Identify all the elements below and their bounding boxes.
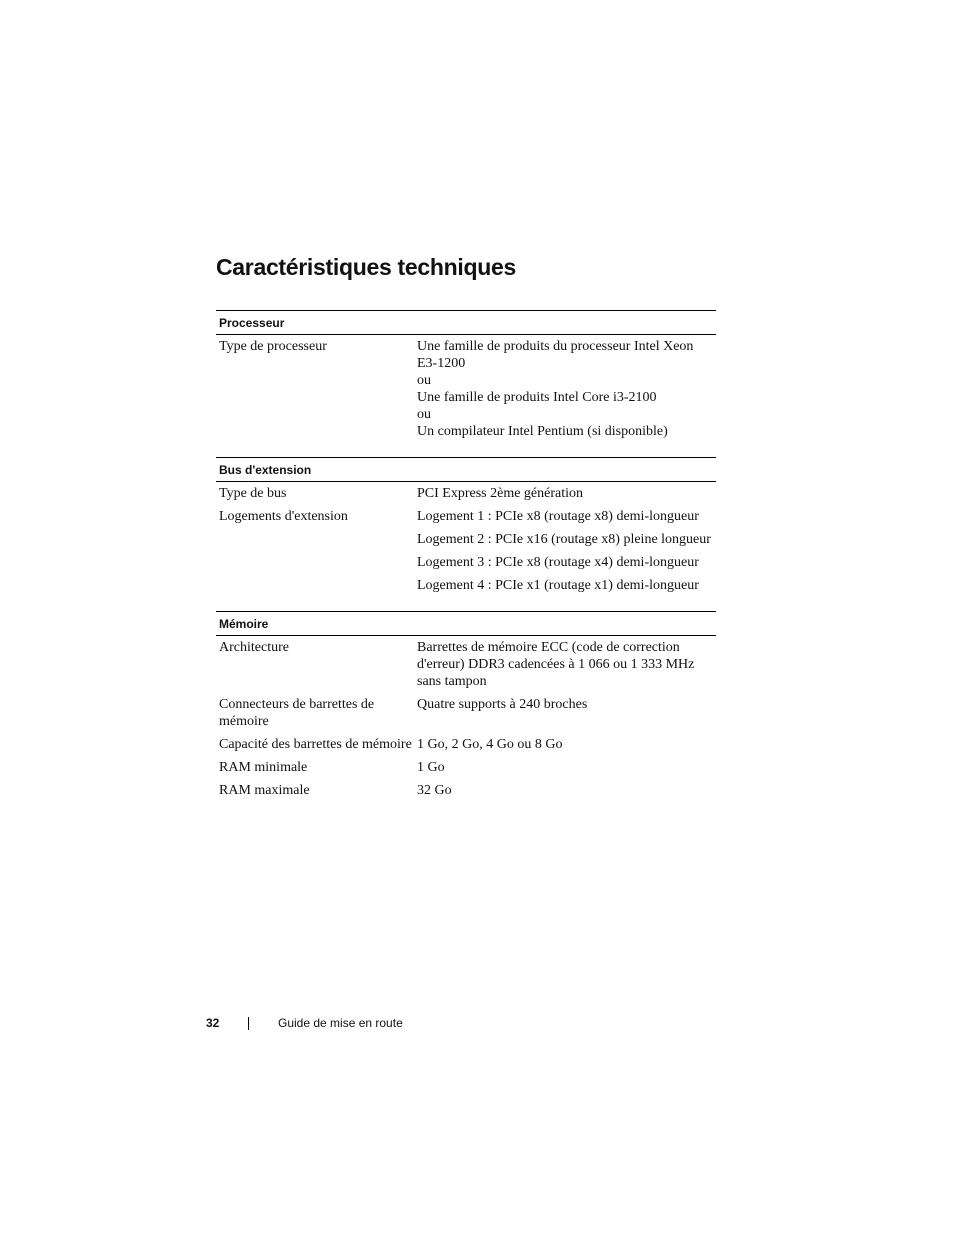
spec-label: Connecteurs de barrettes de mémoire: [219, 697, 375, 729]
section-memoire: [216, 611, 716, 799]
spec-row-bus-type: [216, 485, 716, 502]
section-bus-extension: [216, 457, 716, 594]
value-line: Un compilateur Intel Pentium (si disponible): [417, 424, 668, 439]
spec-label: Logements d'extension: [219, 509, 348, 524]
spec-value: Quatre supports à 240 broches: [417, 697, 588, 712]
spec-label: Architecture: [219, 640, 289, 655]
spec-row-memory-capacity: [216, 736, 716, 753]
section-header: Mémoire: [216, 611, 716, 636]
slot-1: Logement 1 : PCIe x8 (routage x8) demi-longueur: [417, 509, 699, 524]
spec-row-expansion-slots: [216, 508, 716, 594]
spec-table: [216, 310, 716, 816]
spec-row-ram-min: [216, 759, 716, 776]
spec-label: RAM minimale: [219, 760, 308, 775]
value-line: Une famille de produits du processeur Intel Xeon: [417, 339, 694, 354]
slot-2: Logement 2 : PCIe x16 (routage x8) pleine longueur: [417, 532, 711, 547]
spec-value: 32 Go: [417, 783, 452, 798]
value-line: ou: [417, 407, 431, 422]
page-number: 32: [206, 1016, 220, 1030]
spec-label: RAM maximale: [219, 783, 310, 798]
footer-title: Guide de mise en route: [278, 1016, 403, 1030]
spec-row-processor-type: [216, 338, 716, 440]
slot-3: Logement 3 : PCIe x8 (routage x4) demi-longueur: [417, 555, 699, 570]
spec-label: Type de bus: [219, 486, 287, 501]
spec-value: [417, 338, 716, 440]
spec-row-memory-connectors: [216, 696, 716, 730]
spec-label: Type de processeur: [219, 339, 327, 354]
section-header: Bus d'extension: [216, 457, 716, 482]
page-title: Caractéristiques techniques: [216, 254, 516, 280]
spec-value: PCI Express 2ème génération: [417, 486, 584, 501]
spec-value: 1 Go: [417, 760, 445, 775]
spec-label: Capacité des barrettes de mémoire: [219, 737, 412, 752]
spec-value: Barrettes de mémoire ECC (code de correction d'erreur) DDR3 cadencées à 1 066 ou 1 333 MHz sans tampon: [417, 640, 695, 689]
spec-value: [417, 508, 716, 594]
footer-separator: [248, 1017, 249, 1030]
spec-value: 1 Go, 2 Go, 4 Go ou 8 Go: [417, 737, 563, 752]
value-line: E3-1200: [417, 356, 466, 371]
section-header: Processeur: [216, 310, 716, 335]
spec-row-architecture: [216, 639, 716, 690]
spec-row-ram-max: [216, 782, 716, 799]
slot-4: Logement 4 : PCIe x1 (routage x1) demi-longueur: [417, 578, 699, 593]
section-processeur: [216, 310, 716, 440]
value-line: Une famille de produits Intel Core i3-2100: [417, 390, 657, 405]
value-line: ou: [417, 373, 431, 388]
